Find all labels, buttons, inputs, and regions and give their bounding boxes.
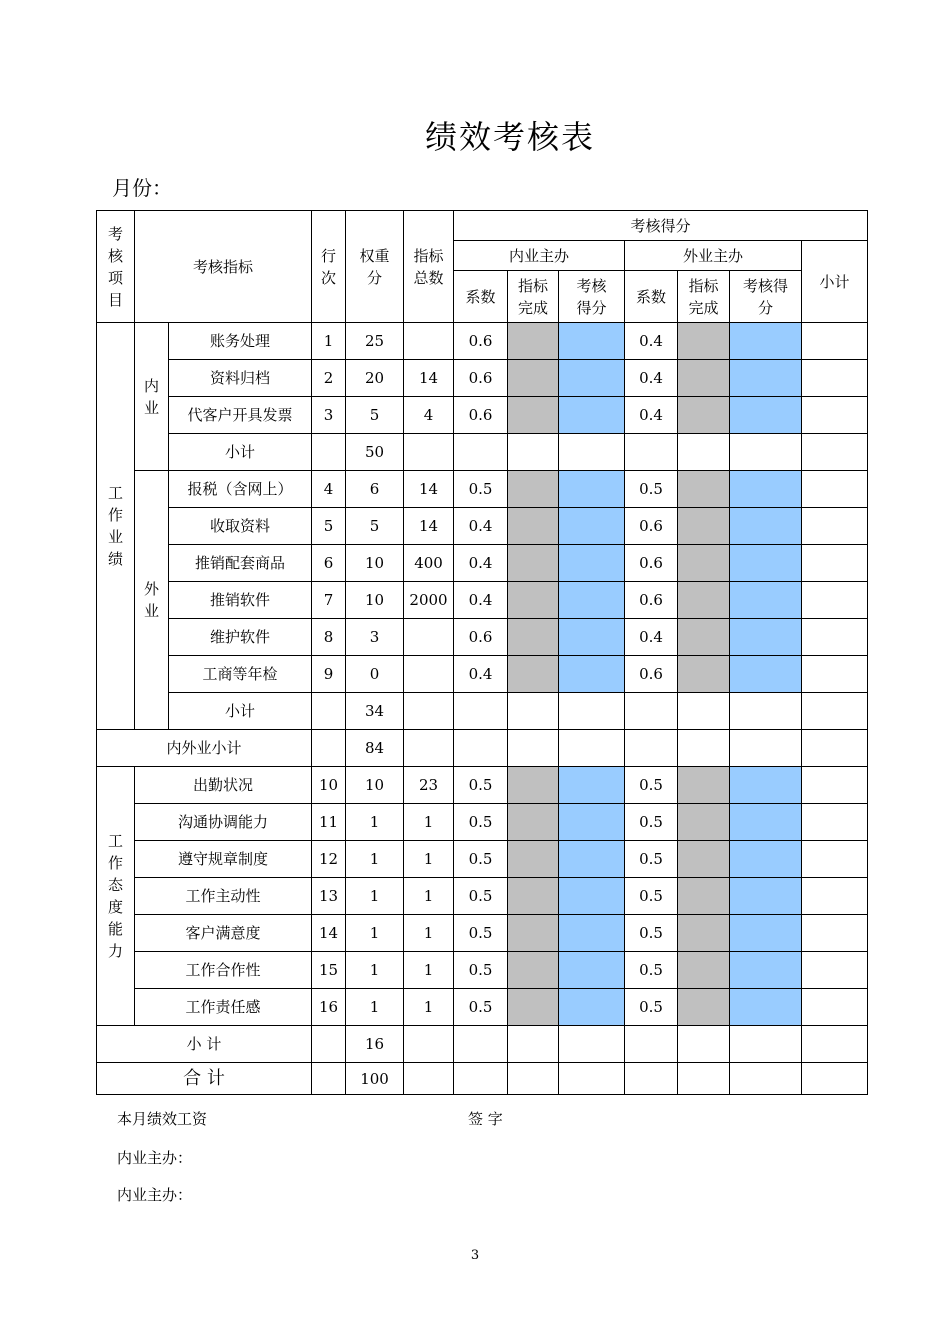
cell-empty [625, 730, 678, 767]
cell-row-no: 1 [312, 323, 346, 360]
cell-row-no: 15 [312, 952, 346, 989]
cell-score-inner [559, 545, 625, 582]
cell-weight: 10 [346, 767, 404, 804]
cell-coef-outer: 0.5 [625, 841, 678, 878]
cell-empty [730, 1063, 802, 1095]
cell-completion-inner [508, 952, 559, 989]
cell-coef-inner: 0.5 [454, 989, 508, 1026]
cell-target-total: 1 [404, 878, 454, 915]
group-attitude: 工 作 态 度 能 力 [97, 767, 135, 1026]
cell-empty [508, 1063, 559, 1095]
cell-completion-inner [508, 804, 559, 841]
cell-score-outer [730, 989, 802, 1026]
cell-weight: 25 [346, 323, 404, 360]
cell-empty [454, 730, 508, 767]
cell-score-inner [559, 360, 625, 397]
cell-completion-inner [508, 619, 559, 656]
attitude-subtotal-weight: 16 [346, 1026, 404, 1063]
cell-name: 沟通协调能力 [135, 804, 312, 841]
cell-score-outer [730, 582, 802, 619]
table-row [97, 323, 868, 360]
cell-weight: 20 [346, 360, 404, 397]
cell-coef-outer: 0.6 [625, 656, 678, 693]
cell-score-outer [730, 841, 802, 878]
cell-coef-outer: 0.5 [625, 915, 678, 952]
cell-score-inner [559, 989, 625, 1026]
header-score-outer: 考核得 分 [730, 271, 802, 323]
cell-completion-inner [508, 656, 559, 693]
cell-coef-inner: 0.5 [454, 804, 508, 841]
cell-coef-inner: 0.5 [454, 767, 508, 804]
cell-score-inner [559, 841, 625, 878]
cell-completion-inner [508, 582, 559, 619]
cell-empty [625, 434, 678, 471]
cell-empty [802, 730, 868, 767]
cell-weight: 1 [346, 915, 404, 952]
cell-subtotal [802, 989, 868, 1026]
cell-coef-inner: 0.4 [454, 656, 508, 693]
cell-weight: 10 [346, 545, 404, 582]
cell-target-total: 23 [404, 767, 454, 804]
header-row-no: 行 次 [312, 211, 346, 323]
cell-row-no: 7 [312, 582, 346, 619]
cell-target-total: 1 [404, 952, 454, 989]
cell-name: 工商等年检 [169, 656, 312, 693]
cell-empty [508, 1026, 559, 1063]
cell-coef-inner: 0.4 [454, 545, 508, 582]
cell-completion-outer [678, 952, 730, 989]
cell-completion-outer [678, 582, 730, 619]
table-row [97, 545, 868, 582]
cell-empty [404, 434, 454, 471]
cell-score-outer [730, 323, 802, 360]
cell-completion-outer [678, 323, 730, 360]
cell-coef-inner: 0.5 [454, 915, 508, 952]
cell-coef-inner: 0.6 [454, 323, 508, 360]
cell-row-no: 6 [312, 545, 346, 582]
cell-weight: 1 [346, 841, 404, 878]
cell-empty [404, 730, 454, 767]
cell-empty [802, 434, 868, 471]
cell-completion-inner [508, 841, 559, 878]
table-row [97, 767, 868, 804]
cell-score-inner [559, 508, 625, 545]
cell-completion-outer [678, 878, 730, 915]
cell-empty [454, 434, 508, 471]
cell-score-outer [730, 508, 802, 545]
cell-score-outer [730, 767, 802, 804]
cell-weight: 3 [346, 619, 404, 656]
cell-name: 资料归档 [169, 360, 312, 397]
footer-signature: 签 字 [468, 1110, 503, 1128]
cell-empty [730, 1026, 802, 1063]
cell-empty [559, 730, 625, 767]
cell-target-total: 14 [404, 360, 454, 397]
cell-completion-outer [678, 471, 730, 508]
cell-target-total: 1 [404, 915, 454, 952]
table-row [97, 508, 868, 545]
cell-score-outer [730, 915, 802, 952]
cell-completion-inner [508, 471, 559, 508]
cell-name: 工作责任感 [135, 989, 312, 1026]
cell-subtotal [802, 878, 868, 915]
table-row [97, 619, 868, 656]
cell-coef-inner: 0.6 [454, 397, 508, 434]
footer-salary: 本月绩效工资 [117, 1110, 208, 1128]
cell-completion-outer [678, 656, 730, 693]
footer-inner-2: 内业主办： [117, 1186, 193, 1204]
group-outer: 外 业 [135, 471, 169, 730]
cell-target-total: 14 [404, 508, 454, 545]
cell-name: 报税（含网上） [169, 471, 312, 508]
cell-subtotal [802, 841, 868, 878]
cell-score-outer [730, 397, 802, 434]
cell-completion-outer [678, 989, 730, 1026]
cell-coef-outer: 0.5 [625, 767, 678, 804]
cell-name: 工作合作性 [135, 952, 312, 989]
table-row [97, 989, 868, 1026]
cell-empty [508, 730, 559, 767]
cell-coef-inner: 0.5 [454, 471, 508, 508]
cell-empty [678, 730, 730, 767]
cell-empty [454, 1063, 508, 1095]
cell-subtotal [802, 619, 868, 656]
cell-name: 遵守规章制度 [135, 841, 312, 878]
cell-score-inner [559, 619, 625, 656]
cell-row-no: 12 [312, 841, 346, 878]
cell-subtotal [802, 360, 868, 397]
cell-empty [730, 434, 802, 471]
cell-name: 维护软件 [169, 619, 312, 656]
cell-score-inner [559, 582, 625, 619]
cell-empty [678, 1026, 730, 1063]
header-weight: 权重 分 [346, 211, 404, 323]
header-category: 考 核 项 目 [97, 211, 135, 323]
table-row [97, 1026, 868, 1063]
cell-completion-inner [508, 915, 559, 952]
cell-empty [404, 1026, 454, 1063]
cell-row-no: 10 [312, 767, 346, 804]
cell-empty [404, 693, 454, 730]
cell-score-outer [730, 619, 802, 656]
header-coef: 系数 [454, 271, 508, 323]
cell-empty [508, 434, 559, 471]
cell-weight: 1 [346, 804, 404, 841]
cell-empty [559, 1063, 625, 1095]
cell-row-no: 2 [312, 360, 346, 397]
header-score-group: 考核得分 [454, 211, 868, 241]
cell-empty [559, 693, 625, 730]
table-row [97, 915, 868, 952]
header-completion: 指标 完成 [508, 271, 559, 323]
cell-target-total [404, 323, 454, 360]
cell-completion-inner [508, 545, 559, 582]
cell-subtotal [802, 804, 868, 841]
table-row [97, 434, 868, 471]
cell-empty [625, 1026, 678, 1063]
cell-weight: 1 [346, 989, 404, 1026]
cell-weight: 5 [346, 397, 404, 434]
table-row [97, 656, 868, 693]
cell-coef-outer: 0.5 [625, 471, 678, 508]
cell-empty [404, 1063, 454, 1095]
cell-target-total: 2000 [404, 582, 454, 619]
cell-score-inner [559, 397, 625, 434]
cell-coef-outer: 0.5 [625, 989, 678, 1026]
cell-score-inner [559, 471, 625, 508]
cell-row-no: 16 [312, 989, 346, 1026]
cell-weight: 0 [346, 656, 404, 693]
cell-empty [312, 730, 346, 767]
in-out-subtotal-weight: 84 [346, 730, 404, 767]
cell-coef-outer: 0.4 [625, 360, 678, 397]
cell-coef-outer: 0.5 [625, 878, 678, 915]
cell-target-total [404, 619, 454, 656]
cell-completion-outer [678, 915, 730, 952]
header-indicator: 考核指标 [135, 211, 312, 323]
cell-score-outer [730, 471, 802, 508]
cell-completion-outer [678, 767, 730, 804]
cell-target-total: 4 [404, 397, 454, 434]
table-row [97, 582, 868, 619]
grand-total-weight: 100 [346, 1063, 404, 1095]
cell-row-no: 11 [312, 804, 346, 841]
cell-coef-inner: 0.5 [454, 952, 508, 989]
cell-completion-inner [508, 767, 559, 804]
cell-name: 推销软件 [169, 582, 312, 619]
cell-coef-inner: 0.6 [454, 619, 508, 656]
cell-empty [625, 693, 678, 730]
cell-score-outer [730, 656, 802, 693]
cell-coef-inner: 0.4 [454, 508, 508, 545]
header-subtotal: 小计 [802, 241, 868, 323]
outer-subtotal-label: 小计 [169, 693, 312, 730]
cell-subtotal [802, 471, 868, 508]
cell-score-inner [559, 878, 625, 915]
cell-target-total: 400 [404, 545, 454, 582]
cell-score-outer [730, 804, 802, 841]
cell-row-no: 4 [312, 471, 346, 508]
cell-empty [802, 1063, 868, 1095]
cell-coef-outer: 0.5 [625, 804, 678, 841]
cell-completion-inner [508, 397, 559, 434]
table-row [97, 804, 868, 841]
cell-subtotal [802, 582, 868, 619]
cell-coef-inner: 0.6 [454, 360, 508, 397]
group-inner: 内 业 [135, 323, 169, 471]
cell-empty [625, 1063, 678, 1095]
cell-score-inner [559, 952, 625, 989]
cell-empty [312, 434, 346, 471]
table-row [97, 471, 868, 508]
cell-weight: 6 [346, 471, 404, 508]
cell-empty [559, 434, 625, 471]
table-row [97, 397, 868, 434]
table-row [97, 693, 868, 730]
cell-empty [508, 693, 559, 730]
cell-coef-outer: 0.5 [625, 952, 678, 989]
cell-row-no: 3 [312, 397, 346, 434]
header-outer-group: 外业主办 [625, 241, 802, 271]
cell-score-inner [559, 767, 625, 804]
cell-row-no: 13 [312, 878, 346, 915]
table-row [97, 730, 868, 767]
cell-weight: 5 [346, 508, 404, 545]
cell-weight: 10 [346, 582, 404, 619]
cell-completion-inner [508, 508, 559, 545]
in-out-subtotal-label: 内外业小计 [97, 730, 312, 767]
cell-empty [678, 434, 730, 471]
cell-coef-outer: 0.6 [625, 582, 678, 619]
attitude-subtotal-label: 小 计 [97, 1026, 312, 1063]
table-row [97, 952, 868, 989]
cell-empty [730, 730, 802, 767]
cell-completion-outer [678, 841, 730, 878]
cell-score-outer [730, 360, 802, 397]
footer-inner-1: 内业主办： [117, 1149, 193, 1167]
header-coef-2: 系数 [625, 271, 678, 323]
cell-empty [802, 1026, 868, 1063]
cell-completion-inner [508, 360, 559, 397]
month-label: 月份： [112, 176, 172, 200]
page-number: 3 [470, 1248, 480, 1263]
cell-empty [802, 693, 868, 730]
table-row [97, 878, 868, 915]
cell-coef-outer: 0.4 [625, 397, 678, 434]
outer-subtotal-weight: 34 [346, 693, 404, 730]
cell-row-no: 9 [312, 656, 346, 693]
cell-weight: 1 [346, 878, 404, 915]
cell-empty [312, 693, 346, 730]
cell-completion-inner [508, 878, 559, 915]
appraisal-table [96, 210, 868, 1095]
cell-coef-outer: 0.4 [625, 619, 678, 656]
cell-coef-outer: 0.4 [625, 323, 678, 360]
cell-empty [730, 693, 802, 730]
header-inner-group: 内业主办 [454, 241, 625, 271]
cell-target-total: 1 [404, 804, 454, 841]
table-row [97, 841, 868, 878]
group-work-performance: 工 作 业 绩 [97, 323, 135, 730]
cell-score-outer [730, 952, 802, 989]
cell-empty [312, 1026, 346, 1063]
cell-subtotal [802, 656, 868, 693]
cell-empty [312, 1063, 346, 1095]
cell-row-no: 14 [312, 915, 346, 952]
cell-completion-outer [678, 397, 730, 434]
cell-name: 客户满意度 [135, 915, 312, 952]
cell-completion-outer [678, 804, 730, 841]
cell-empty [454, 1026, 508, 1063]
cell-subtotal [802, 952, 868, 989]
cell-empty [559, 1026, 625, 1063]
cell-coef-outer: 0.6 [625, 508, 678, 545]
cell-name: 代客户开具发票 [169, 397, 312, 434]
header-completion-2: 指标 完成 [678, 271, 730, 323]
cell-empty [678, 1063, 730, 1095]
cell-completion-outer [678, 545, 730, 582]
cell-weight: 1 [346, 952, 404, 989]
cell-empty [678, 693, 730, 730]
cell-name: 工作主动性 [135, 878, 312, 915]
cell-row-no: 8 [312, 619, 346, 656]
cell-subtotal [802, 545, 868, 582]
cell-score-inner [559, 915, 625, 952]
cell-score-inner [559, 323, 625, 360]
cell-target-total [404, 656, 454, 693]
cell-name: 出勤状况 [135, 767, 312, 804]
cell-completion-outer [678, 619, 730, 656]
cell-name: 账务处理 [169, 323, 312, 360]
header-score-inner: 考核 得分 [559, 271, 625, 323]
cell-target-total: 14 [404, 471, 454, 508]
table-row [97, 1063, 868, 1095]
cell-completion-inner [508, 323, 559, 360]
cell-score-inner [559, 656, 625, 693]
grand-total-label: 合 计 [97, 1063, 312, 1095]
cell-target-total: 1 [404, 841, 454, 878]
page-title: 绩效考核表 [424, 118, 595, 156]
cell-row-no: 5 [312, 508, 346, 545]
cell-coef-outer: 0.6 [625, 545, 678, 582]
cell-score-outer [730, 545, 802, 582]
inner-subtotal-label: 小计 [169, 434, 312, 471]
cell-subtotal [802, 767, 868, 804]
cell-completion-outer [678, 508, 730, 545]
cell-completion-outer [678, 360, 730, 397]
cell-coef-inner: 0.5 [454, 878, 508, 915]
table-row [97, 360, 868, 397]
cell-score-inner [559, 804, 625, 841]
cell-name: 推销配套商品 [169, 545, 312, 582]
cell-subtotal [802, 508, 868, 545]
cell-completion-inner [508, 989, 559, 1026]
cell-score-outer [730, 878, 802, 915]
cell-target-total: 1 [404, 989, 454, 1026]
cell-subtotal [802, 323, 868, 360]
cell-subtotal [802, 915, 868, 952]
cell-name: 收取资料 [169, 508, 312, 545]
header-target-total: 指标 总数 [404, 211, 454, 323]
inner-subtotal-weight: 50 [346, 434, 404, 471]
cell-subtotal [802, 397, 868, 434]
cell-empty [454, 693, 508, 730]
cell-coef-inner: 0.4 [454, 582, 508, 619]
cell-coef-inner: 0.5 [454, 841, 508, 878]
